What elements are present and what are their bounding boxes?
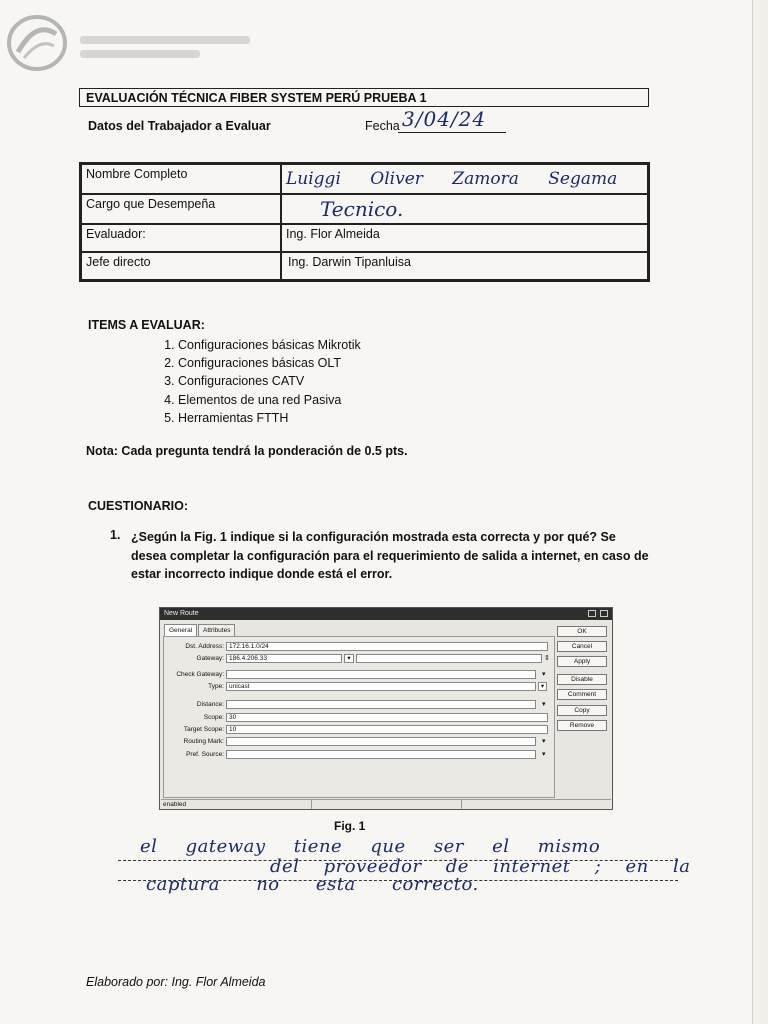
list-item: 1. Configuraciones básicas Mikrotik [178,336,361,354]
row-value-jefe: Ing. Darwin Tipanluisa [281,252,648,280]
list-item: 5. Herramientas FTTH [178,409,361,427]
general-panel [163,636,555,798]
row-label-evaluador: Evaluador: [81,224,281,252]
status-bar [161,799,611,808]
question-number: 1. [110,528,121,542]
remove-button[interactable]: Remove [557,720,607,731]
window-title: New Route [160,608,612,620]
status-text: enabled [163,801,187,808]
scope-label: Scope: [203,714,224,721]
cancel-button[interactable]: Cancel [557,641,607,652]
check-gateway-label: Check Gateway: [176,671,224,678]
disable-button[interactable]: Disable [557,674,607,685]
row-value-cargo [281,194,648,224]
distance-label: Distance: [196,701,224,708]
type-dropdown-icon[interactable]: ▾ [538,682,547,691]
field-row-pref-source [164,750,552,760]
items-list [140,336,361,427]
status-divider [311,800,312,809]
row-label-nombre: Nombre Completo [81,164,281,194]
handwritten-position: Tecnico. [320,197,404,221]
field-row-gateway [164,654,552,664]
note-text: Nota: Cada pregunta tendrá la ponderación de 0.5 pts. [86,444,408,458]
list-item: 3. Configuraciones CATV [178,372,361,390]
check-gateway-dropdown-icon[interactable]: ▾ [542,671,546,678]
answer-line-1: el gateway tiene que ser el mismo [140,836,601,857]
table-row [81,224,648,252]
routing-mark-dropdown-icon[interactable]: ▾ [542,738,546,745]
type-field[interactable]: unicast [226,682,536,691]
list-item: 2. Configuraciones básicas OLT [178,354,361,372]
gateway-label: Gateway: [196,655,224,662]
target-scope-field[interactable]: 10 [226,725,548,734]
footer-author: Elaborado por: Ing. Flor Almeida [86,975,266,989]
target-scope-label: Target Scope: [183,726,224,733]
tab-attributes[interactable]: Attributes [198,624,235,638]
type-label: Type: [208,683,224,690]
handwritten-name: Luiggi Oliver Zamora Segama [286,169,618,189]
routing-mark-label: Routing Mark: [183,738,224,745]
gateway-field[interactable]: 186.4.206.33 [226,654,342,663]
distance-field[interactable] [226,700,536,709]
scope-field[interactable]: 30 [226,713,548,722]
company-logo-icon [6,12,68,74]
document-title: EVALUACIÓN TÉCNICA FIBER SYSTEM PERÚ PRUEBA 1 [79,88,649,107]
status-divider [461,800,462,809]
check-gateway-field[interactable] [226,670,536,679]
row-label-jefe: Jefe directo [81,252,281,280]
gateway-secondary-field[interactable] [356,654,542,663]
gateway-spin-icon[interactable]: ⇕ [544,655,550,662]
pref-source-field[interactable] [226,750,536,759]
row-value-nombre [281,164,648,194]
field-row-routing-mark [164,737,552,747]
field-row-scope [164,713,552,723]
dst-address-label: Dst. Address: [185,643,224,650]
field-row-distance [164,700,552,710]
question-text: ¿Según la Fig. 1 indique si la configuración mostrada esta correcta y por qué? Se desea completar la configuración para el requerimiento de salida a internet, en caso de estar incorrecto indique donde está el error. [131,530,649,581]
date-underline [398,132,506,133]
answer-line-2: del proveedor de internet ; en la [270,856,691,877]
apply-button[interactable]: Apply [557,656,607,667]
field-row-check-gateway [164,670,552,680]
pref-source-label: Pref. Source: [186,751,224,758]
field-row-target-scope [164,725,552,735]
distance-dropdown-icon[interactable]: ▾ [542,701,546,708]
copy-button[interactable]: Copy [557,705,607,716]
row-label-cargo: Cargo que Desempeña [81,194,281,224]
table-row [81,252,648,280]
items-heading: ITEMS A EVALUAR: [88,318,205,332]
maximize-icon[interactable] [588,610,596,617]
ok-button[interactable]: OK [557,626,607,637]
routing-mark-field[interactable] [226,737,536,746]
date-label: Fecha [365,119,400,133]
gateway-dropdown-icon[interactable]: ▾ [344,654,354,663]
field-row-dst-address [164,642,552,652]
worker-info-table [79,162,650,282]
dst-address-field[interactable]: 172.16.1.0/24 [226,642,548,651]
table-row [81,164,648,194]
row-value-evaluador: Ing. Flor Almeida [281,224,648,252]
table-row [81,194,648,224]
list-item: 4. Elementos de una red Pasiva [178,391,361,409]
comment-button[interactable]: Comment [557,689,607,700]
questionnaire-heading: CUESTIONARIO: [88,499,188,513]
figure-caption: Fig. 1 [334,819,366,833]
worker-data-heading: Datos del Trabajador a Evaluar [88,119,271,133]
logo-wordmark [80,36,250,66]
tab-general[interactable]: General [164,624,197,637]
close-icon[interactable] [600,610,608,617]
date-handwritten: 3/04/24 [402,107,487,131]
answer-line-3: captura no esta correcto. [146,874,479,895]
new-route-window [159,607,613,810]
field-row-type [164,682,552,692]
pref-source-dropdown-icon[interactable]: ▾ [542,751,546,758]
